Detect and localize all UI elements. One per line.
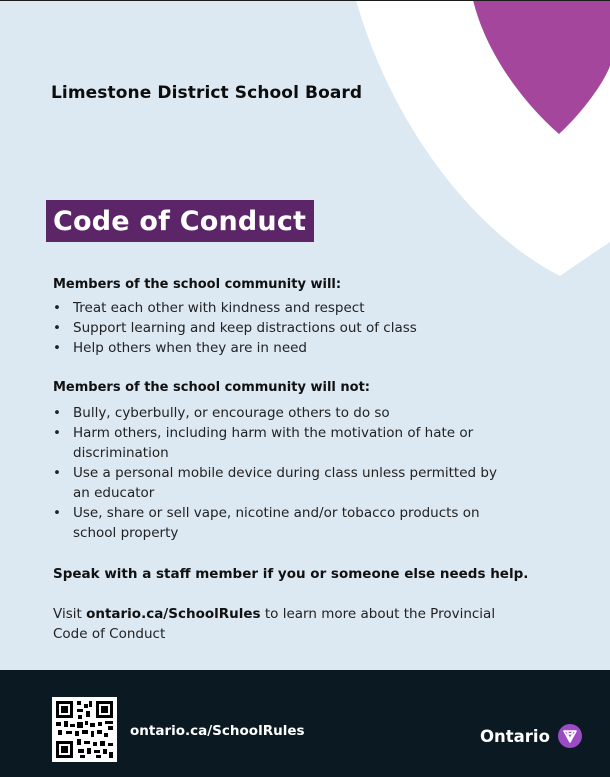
bullet-icon: • <box>53 405 61 421</box>
title-banner <box>46 200 314 242</box>
trillium-graphic <box>562 728 578 744</box>
bullet-icon: • <box>53 340 61 356</box>
list-item: • Help others when they are in need <box>53 340 308 356</box>
will-heading: Members of the school community will: <box>53 277 342 292</box>
list-item: • Use a personal mobile device during class unless permitted by an educator <box>53 465 497 501</box>
bullet-icon: • <box>53 320 61 336</box>
top-border <box>0 0 610 1</box>
rules-link[interactable]: ontario.ca/SchoolRules <box>86 606 261 622</box>
list-item: • Treat each other with kindness and respect <box>53 300 365 316</box>
visit-text: Visit ontario.ca/SchoolRules to learn more about the Provincial Code of Conduct <box>53 606 496 642</box>
will-list <box>53 298 533 358</box>
will-not-heading: Members of the school community will not: <box>53 380 370 395</box>
footer-url[interactable]: ontario.ca/SchoolRules <box>130 723 305 739</box>
qr-code-graphic <box>56 701 113 758</box>
bullet-icon: • <box>53 425 61 441</box>
trillium-icon <box>558 724 582 748</box>
list-item: • Use, share or sell vape, nicotine and/or tobacco products on school property <box>53 505 480 541</box>
list-item: • Support learning and keep distractions out of class <box>53 320 417 336</box>
list-item: • Bully, cyberbully, or encourage others to do so <box>53 405 390 421</box>
qr-code-icon[interactable] <box>52 697 117 762</box>
ontario-wordmark: Ontario <box>480 727 550 746</box>
bullet-icon: • <box>53 300 61 316</box>
bullet-icon: • <box>53 505 61 521</box>
bullet-icon: • <box>53 465 61 481</box>
help-statement: Speak with a staff member if you or someone else needs help. <box>53 566 529 582</box>
board-name: Limestone District School Board <box>51 83 363 103</box>
will-not-list <box>53 403 513 543</box>
footer <box>0 670 610 777</box>
page-title: Code of Conduct <box>53 206 307 237</box>
list-item: • Harm others, including harm with the motivation of hate or discrimination <box>53 425 474 461</box>
